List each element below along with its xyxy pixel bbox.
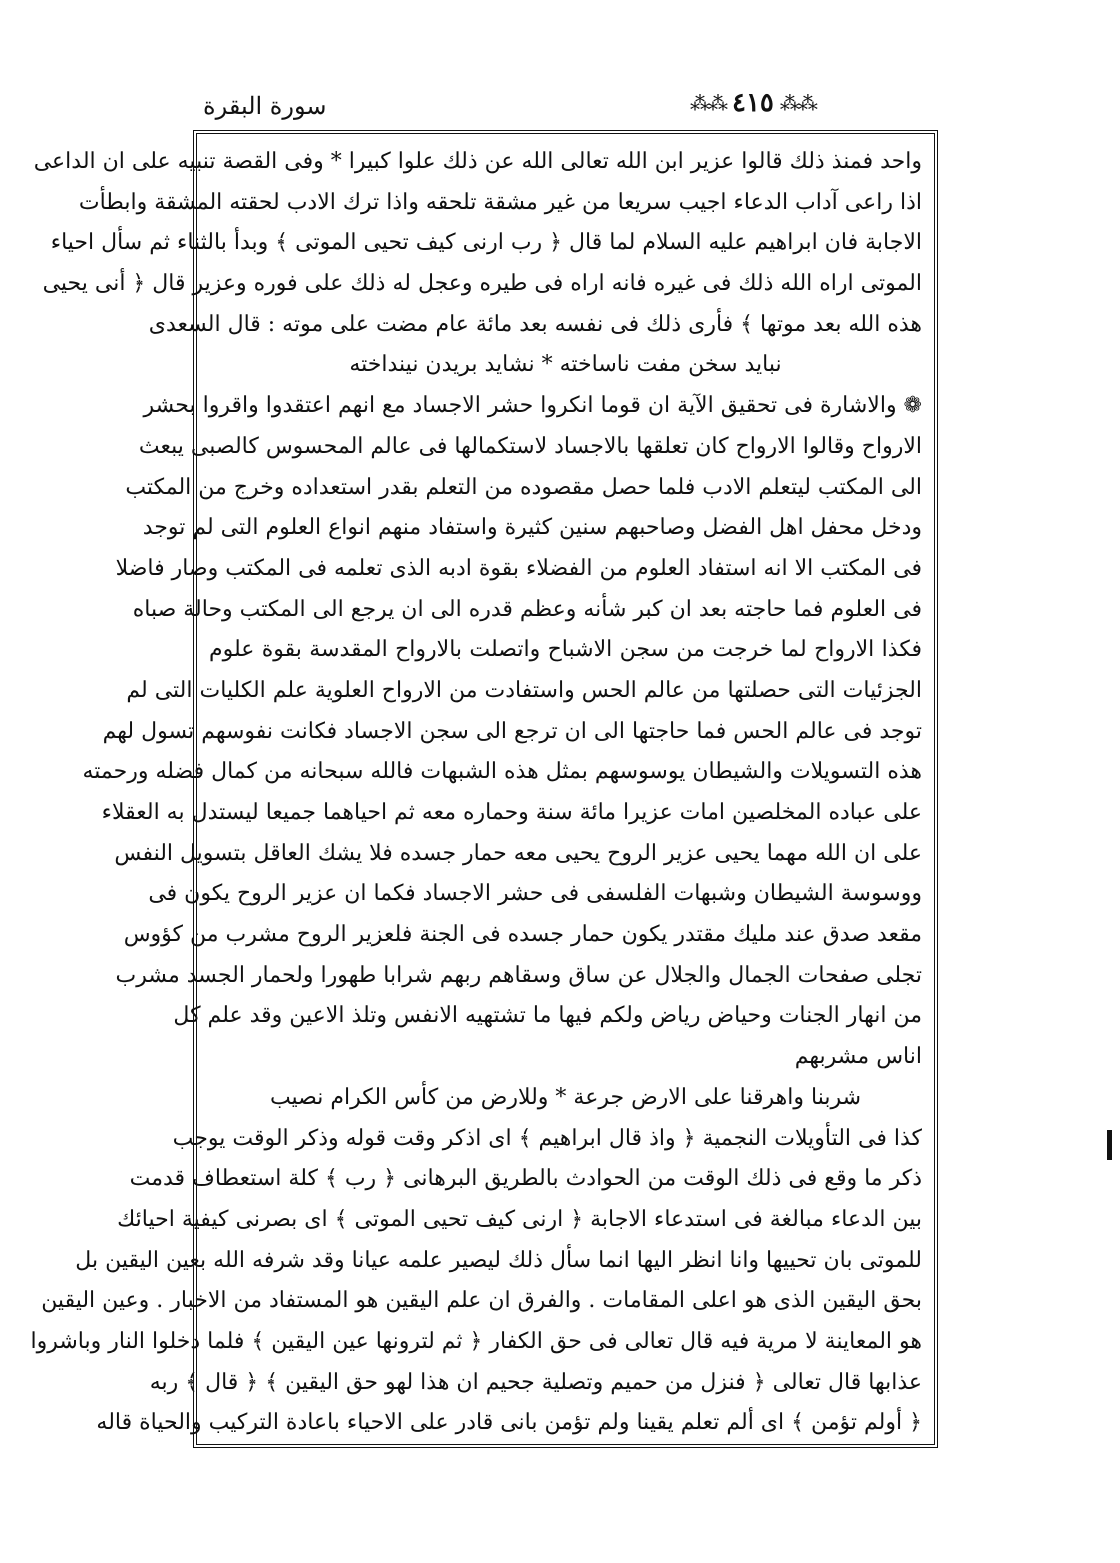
text-line: بحق اليقين الذى هو اعلى المقامات . والفرق ان علم اليقين هو المستفاد من الاخبار . وعين اليقين bbox=[41, 1288, 922, 1314]
text-line: ﴿ أولم تؤمن ﴾ اى ألم تعلم يقينا ولم تؤمن بانى قادر على الاحياء باعادة التركيب والحياة قاله bbox=[96, 1410, 922, 1436]
page-number-group bbox=[690, 88, 816, 118]
text-line: واحد فمنذ ذلك قالوا عزير ابن الله تعالى الله عن ذلك علوا كبيرا * وفى القصة تنبيه على ان الداعى bbox=[33, 149, 922, 174]
text-line: مقعد صدق عند مليك مقتدر يكون حمار جسده فى الجنة فلعزير الروح مشرب من كؤوس bbox=[123, 922, 922, 948]
page-number: ٤١٥ bbox=[732, 88, 774, 118]
text-line: من انهار الجنات وحياض رياض ولكم فيها ما تشتهيه الانفس وتلذ الاعين وقد علم كل bbox=[173, 1003, 922, 1029]
text-line: بين الدعاء مبالغة فى استدعاء الاجابة ﴿ ارنى كيف تحيى الموتى ﴾ اى بصرنى كيفية احيائك bbox=[117, 1206, 922, 1232]
text-line: فى المكتب الا انه استفاد العلوم من الفضلاء بقوة ادبه الذى تعلمه فى المكتب وصار فاضلا bbox=[115, 555, 922, 581]
text-line: على عباده المخلصين امات عزيرا مائة سنة وحماره معه ثم احياهما جميعا ليستدل به العقلاء bbox=[101, 800, 922, 825]
text-line: اذا راعى آداب الدعاء اجيب سريعا من غير مشقة تلحقه واذا ترك الادب لحقته المشقة وابطأت bbox=[78, 189, 922, 215]
text-line: شربنا واهرقنا على الارض جرعة * وللارض من كأس الكرام نصيب bbox=[269, 1084, 862, 1110]
text-line: ❁ والاشارة فى تحقيق الآية ان قوما انكروا حشر الاجساد مع انهم اعتقدوا واقروا بحشر bbox=[143, 393, 922, 419]
text-line: الاجابة فان ابراهيم عليه السلام لما قال ﴿ رب ارنى كيف تحيى الموتى ﴾ وبدأ بالثناء ثم سأل احياء bbox=[50, 230, 922, 256]
text-frame bbox=[30, 130, 938, 1448]
page-header bbox=[195, 88, 930, 128]
text-line: هذه التسويلات والشيطان يوسوسهم بمثل هذه الشبهات فالله سبحانه من كمال فضله ورحمته bbox=[82, 759, 922, 785]
text-line: فى العلوم فما حاجته بعد ان كبر شأنه وعظم قدره الى ان يرجع الى المكتب وحالة صباه bbox=[132, 596, 922, 622]
text-line: ووسوسة الشيطان وشبهات الفلسفى فى حشر الاجساد فكما ان عزير الروح يكون فى bbox=[148, 881, 922, 907]
text-line: توجد فى عالم الحس فما حاجتها الى ان ترجع الى سجن الاجساد فكانت نفوسهم تسول لهم bbox=[102, 718, 922, 744]
text-line: الارواح وقالوا الارواح كان تعلقها بالاجساد لاستكمالها فى عالم المحسوس كالصبى يبعث bbox=[138, 433, 922, 459]
margin-mark bbox=[1107, 1130, 1112, 1160]
text-line: الى المكتب ليتعلم الادب فلما حصل مقصوده من التعلم بقدر استعداده وخرج من المكتب bbox=[125, 474, 922, 500]
text-line: نبايد سخن مفت ناساخته * نشايد بريدن نينداخته bbox=[349, 352, 782, 378]
text-line: ذكر ما وقع فى ذلك الوقت من الحوادث بالطريق البرهانى ﴿ رب ﴾ كلة استعطاف قدمت bbox=[129, 1166, 922, 1192]
body-text bbox=[30, 142, 922, 1444]
ornament-left: ⁂⁂ bbox=[690, 91, 726, 115]
text-line: كذا فى التأويلات النجمية ﴿ واذ قال ابراهيم ﴾ اى اذكر وقت قوله وذكر الوقت يوجب bbox=[172, 1125, 922, 1151]
text-line: هذه الله بعد موتها ﴾ فأرى ذلك فى نفسه بعد مائة عام مضت على موته : قال السعدى bbox=[148, 311, 922, 337]
text-line: الجزئيات التى حصلتها من عالم الحس واستفادت من الارواح العلوية علم الكليات التى لم bbox=[126, 677, 922, 703]
text-line: ودخل محفل اهل الفضل وصاحبهم سنين كثيرة واستفاد منهم انواع العلوم التى لم توجد bbox=[142, 515, 922, 541]
text-line: الموتى اراه الله ذلك فى غيره فانه اراه فى طيره وعجل له ذلك على فوره وعزير قال ﴿ أنى يحيى bbox=[42, 271, 922, 297]
surah-title: سورة البقرة bbox=[203, 92, 327, 120]
text-line: اناس مشربهم bbox=[794, 1044, 922, 1070]
text-line: تجلى صفحات الجمال والجلال عن ساق وسقاهم ربهم شرابا طهورا ولحمار الجسد مشرب bbox=[115, 962, 922, 988]
ornament-right: ⁂⁂ bbox=[779, 91, 816, 115]
text-line: على ان الله مهما يحيى عزير الروح يحيى معه حمار جسده فلا يشك العاقل بتسويل النفس bbox=[114, 840, 922, 866]
text-line: هو المعاينة لا مرية فيه قال تعالى فى حق الكفار ﴿ ثم لترونها عين اليقين ﴾ فلما دخلوا النار وباشروا bbox=[30, 1328, 922, 1354]
text-line: عذابها قال تعالى ﴿ فنزل من حميم وتصلية جحيم ان هذا لهو حق اليقين ﴾ ﴿ قال ﴾ ربه bbox=[149, 1369, 922, 1395]
text-line: للموتى بان تحييها وانا انظر اليها انما سأل ذلك ليصير علمه عيانا وقد شرفه الله بعين اليقين بل bbox=[75, 1247, 922, 1273]
text-line: فكذا الارواح لما خرجت من سجن الاشباح واتصلت بالارواح المقدسة بقوة علوم bbox=[209, 637, 922, 663]
